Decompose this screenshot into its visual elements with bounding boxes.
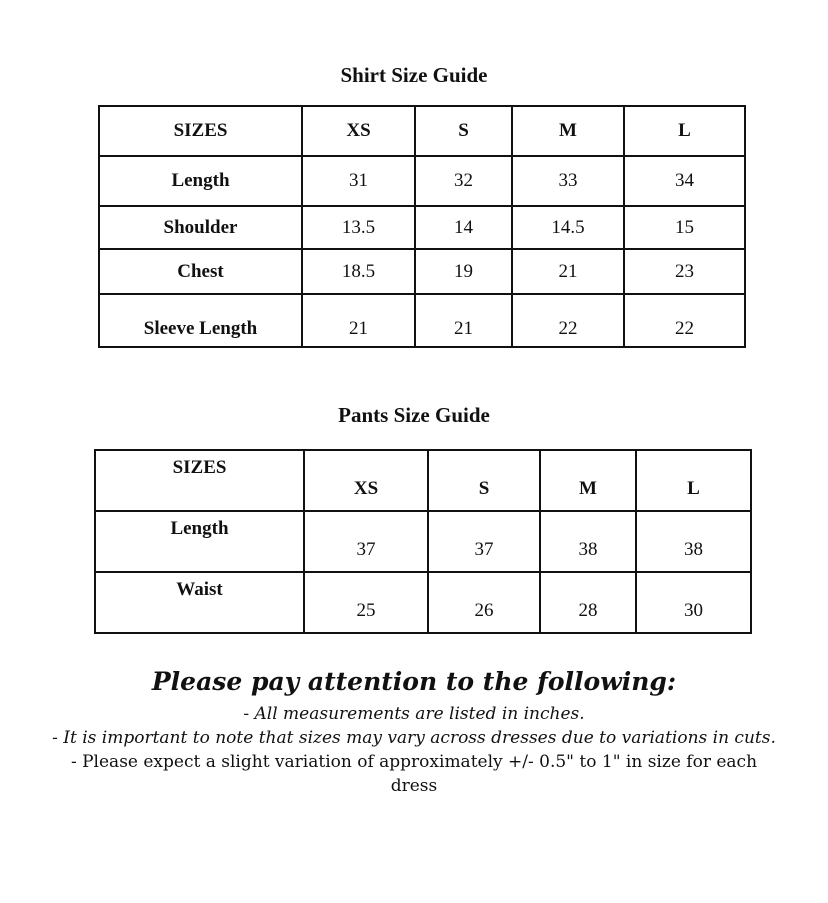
header-cell-l: L [636,450,751,511]
table-cell: 33 [512,156,624,206]
row-label: Shoulder [99,206,302,249]
table-cell: 32 [415,156,512,206]
table-cell: 26 [428,572,540,633]
table-cell: 14 [415,206,512,249]
table-cell: 23 [624,249,745,294]
table-cell: 31 [302,156,415,206]
header-cell-sizes: SIZES [95,450,304,511]
table-cell: 15 [624,206,745,249]
table-header-row [99,106,745,156]
note-slight-variation: - Please expect a slight variation of approximately +/- 0.5" to 1" in size for each dress [70,752,758,796]
row-label: Waist [95,572,304,633]
table-cell: 25 [304,572,428,633]
table-row [99,156,745,206]
table-cell: 37 [304,511,428,572]
table-cell: 38 [540,511,636,572]
row-label: Chest [99,249,302,294]
header-cell-xs: XS [304,450,428,511]
table-cell: 21 [415,294,512,347]
header-cell-s: S [428,450,540,511]
table-cell: 21 [302,294,415,347]
table-cell: 13.5 [302,206,415,249]
row-label: Length [99,156,302,206]
table-header-row [95,450,751,511]
table-cell: 22 [512,294,624,347]
pants-size-guide-title: Pants Size Guide [338,403,490,427]
header-cell-xs: XS [302,106,415,156]
table-cell: 22 [624,294,745,347]
notes-heading: Please pay attention to the following: [151,667,677,696]
header-cell-m: M [512,106,624,156]
header-cell-s: S [415,106,512,156]
table-row [99,206,745,249]
pants-size-table [94,449,752,634]
row-label: Length [95,511,304,572]
header-cell-m: M [540,450,636,511]
shirt-size-table [98,105,746,348]
table-cell: 30 [636,572,751,633]
shirt-size-guide-title: Shirt Size Guide [340,63,488,87]
table-cell: 37 [428,511,540,572]
table-cell: 38 [636,511,751,572]
table-cell: 14.5 [512,206,624,249]
table-cell: 28 [540,572,636,633]
table-cell: 18.5 [302,249,415,294]
table-cell: 19 [415,249,512,294]
header-cell-sizes: SIZES [99,106,302,156]
table-cell: 34 [624,156,745,206]
note-measurements: - All measurements are listed in inches. [243,704,585,724]
table-cell: 21 [512,249,624,294]
table-row [95,572,751,633]
row-label: Sleeve Length [99,294,302,347]
notes-section [0,664,828,798]
header-cell-l: L [624,106,745,156]
note-size-variation: - It is important to note that sizes may vary across dresses due to variations in cuts. [52,728,776,748]
table-row [99,249,745,294]
table-row [95,511,751,572]
table-row [99,294,745,347]
